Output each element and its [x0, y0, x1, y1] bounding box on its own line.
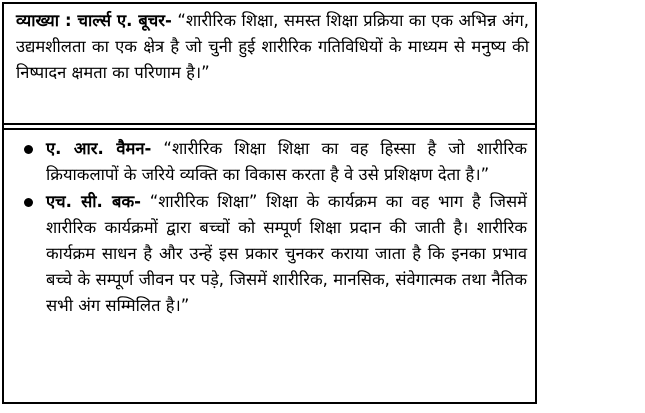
definition-box-bucher: [4, 4, 535, 125]
definition-paragraph: [46, 136, 527, 188]
definition-list: [24, 136, 527, 319]
definition-paragraph: [46, 189, 527, 319]
definition-text: “शारीरिक शिक्षा, समस्त शिक्षा प्रक्रिया का एक अभिन्न अंग, उद्यमशीलता का एक क्षेत्र है जो चुनी हुई शारीरिक गतिविधियों के माध्यम से मनुष्य की निष्पादन क्षमता का परिणाम है।”: [16, 11, 529, 82]
definition-paragraph: [16, 8, 529, 86]
bullet-icon: [24, 198, 33, 207]
definition-text: “शारीरिक शिक्षा शिक्षा का वह हिस्सा है जो शारीरिक क्रियाकलापों के जरिये व्यक्ति का विकास करता है वे उसे प्रशिक्षण देता है।”: [46, 139, 527, 184]
definition-box-list: [4, 128, 535, 402]
definition-text: “शारीरिक शिक्षा” शिक्षा के कार्यक्रम का वह भाग है जिसमें शारीरिक कार्यक्रमों द्वारा बच्चों को सम्पूर्ण शिक्षा प्रदान की जाती है। शारीरिक कार्यक्रम साधन है और उन्हें इस प्रकार चुनकर कराया जाता है कि इनका प्रभाव बच्चे के सम्पूर्ण जीवन पर पड़े, जिसमें शारीरिक, मानसिक, संवेगात्मक तथा नैतिक सभी अंग सम्मिलित है।”: [46, 192, 528, 315]
list-item: [24, 136, 527, 188]
definition-term: ए. आर. वैमन-: [46, 139, 152, 158]
list-item: [24, 189, 527, 319]
bullet-icon: [24, 145, 33, 154]
definition-term: एच. सी. बक-: [46, 192, 141, 211]
definition-term: व्याख्या : चार्ल्स ए. बूचर-: [16, 11, 172, 30]
content-frame: [2, 2, 537, 404]
